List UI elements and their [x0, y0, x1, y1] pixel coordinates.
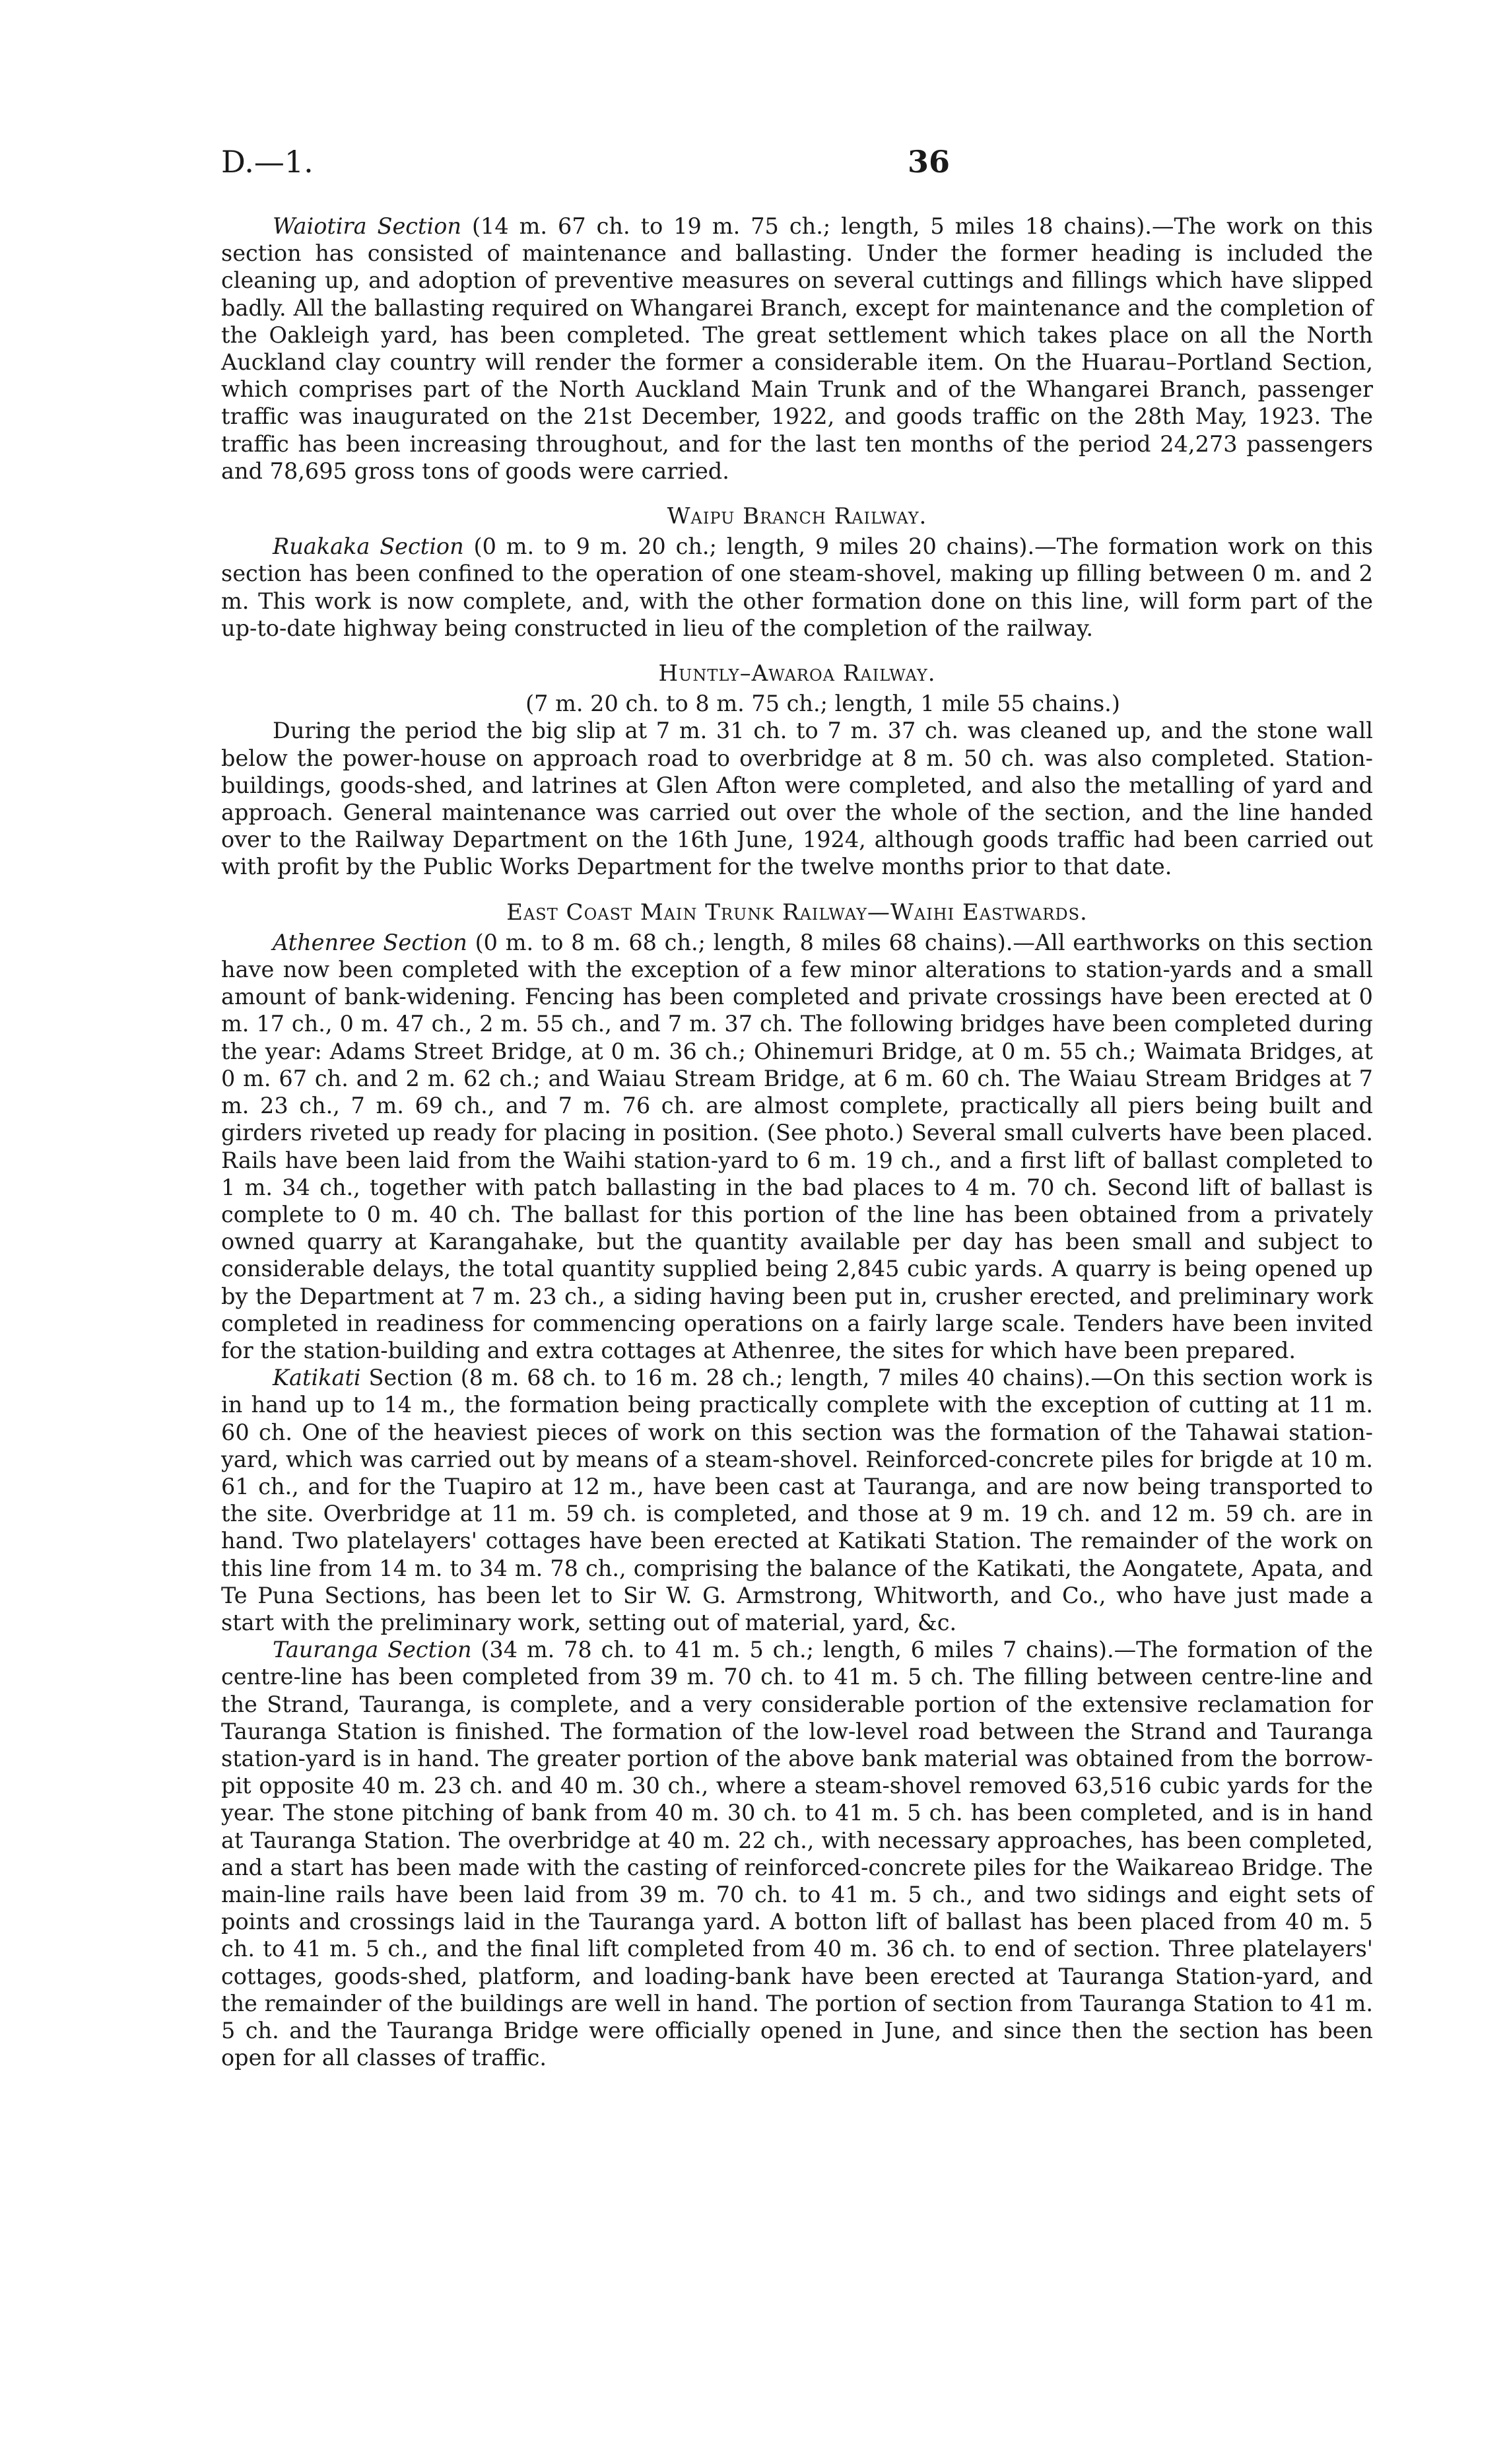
- paragraph-ruakaka-section: [221, 533, 1373, 642]
- paragraph-athenree-section: [221, 929, 1373, 1364]
- document-reference: D.—1.: [221, 144, 314, 180]
- heading-east-coast-main-trunk: East Coast Main Trunk Railway—Waihi Eastwards.: [506, 899, 1088, 926]
- section-title: Ruakaka Section: [273, 533, 464, 560]
- paragraph-text: Section (8 m. 68 ch. to 16 m. 28 ch.; length, 7 miles 40 chains).—On this section work is in hand up to 14 m., the formation being practically complete with the exception of cutting at 11 m. 60 ch. One of the heaviest pieces of work on this section was the formation of the Tahawai station-yard, which was carried out by means of a steam-shovel. Reinforced-concrete piles for brigde at 10 m. 61 ch., and for the Tuapiro at 12 m., have been cast at Tauranga, and are now being transported to the site. Overbridge at 11 m. 59 ch. is completed, and those at 9 m. 19 ch. and 12 m. 59 ch. are in hand. Two platelayers' cottages have been erected at Katikati Station. The remainder of the work on this line from 14 m. to 34 m. 78 ch., comprising the balance of the Katikati, the Aongatete, Apata, and Te Puna Sections, has been let to Sir W. G. Armstrong, Whitworth, and Co., who have just made a start with the preliminary work, setting out of material, yard, &c.: [221, 1365, 1373, 1635]
- paragraph-huntly-awaroa: During the period the big slip at 7 m. 31 ch. to 7 m. 37 ch. was cleaned up, and the stone wall below the power-house on approach road to overbridge at 8 m. 50 ch. was also completed. Station-buildings, goods-shed, and latrines at Glen Afton were completed, and also the metalling of yard and approach. General maintenance was carried out over the whole of the section, and the line handed over to the Railway Department on the 16th June, 1924, although goods traffic had been carried out with profit by the Public Works Department for the twelve months prior to that date.: [221, 718, 1373, 880]
- section-title: Waiotira Section: [273, 213, 461, 239]
- document-body: [221, 213, 1373, 2071]
- subheading-chainage: (7 m. 20 ch. to 8 m. 75 ch.; length, 1 mile 55 chains.): [525, 691, 1120, 717]
- section-title: Athenree Section: [273, 929, 467, 955]
- heading-huntly-awaroa-railway: Huntly–Awaroa Railway.: [658, 660, 936, 687]
- paragraph-waiotira-section: [221, 213, 1373, 485]
- heading-waipu-branch-railway: Waipu Branch Railway.: [667, 503, 927, 530]
- page-number: 36: [908, 144, 951, 180]
- section-title: Katikati: [273, 1365, 361, 1391]
- page-header: [221, 144, 1332, 190]
- paragraph-tauranga-section: [221, 1636, 1373, 2071]
- paragraph-text: (0 m. to 8 m. 68 ch.; length, 8 miles 68 chains).—All earthworks on this section have now been completed with the exception of a few minor alterations to station-yards and a small amount of bank-widening. Fencing has been completed and private crossings have been erected at 0 m. 17 ch., 0 m. 47 ch., 2 m. 55 ch., and 7 m. 37 ch. The following bridges have been completed during the year: Adams Street Bridge, at 0 m. 36 ch.; Ohinemuri Bridge, at 0 m. 55 ch.; Waimata Bridges, at 0 m. 67 ch. and 2 m. 62 ch.; and Waiau Stream Bridge, at 6 m. 60 ch. The Waiau Stream Bridges at 7 m. 23 ch., 7 m. 69 ch., and 7 m. 76 ch. are almost complete, practically all piers being built and girders riveted up ready for placing in position. (See photo.) Several small culverts have been placed. Rails have been laid from the Waihi station-yard to 6 m. 19 ch., and a first lift of ballast completed to 1 m. 34 ch., together with patch ballasting in the bad places to 4 m. 70 ch. Second lift of ballast is complete to 0 m. 40 ch. The ballast for this portion of the line has been obtained from a privately owned quarry at Karangahake, but the quantity available per day has been small and subject to considerable delays, the total quantity supplied being 2,845 cubic yards. A quarry is being opened up by the Department at 7 m. 23 ch., a siding having been put in, crusher erected, and preliminary work completed in readiness for commencing operations on a fairly large scale. Tenders have been invited for the station-building and extra cottages at Athenree, the sites for which have been prepared.: [221, 929, 1373, 1363]
- paragraph-text: (34 m. 78 ch. to 41 m. 5 ch.; length, 6 miles 7 chains).—The formation of the centre-line has been completed from 39 m. 70 ch. to 41 m. 5 ch. The filling between centre-line and the Strand, Tauranga, is complete, and a very considerable portion of the extensive reclamation for Tauranga Station is finished. The formation of the low-level road between the Strand and Tauranga station-yard is in hand. The greater portion of the above bank material was obtained from the borrow-pit opposite 40 m. 23 ch. and 40 m. 30 ch., where a steam-shovel removed 63,516 cubic yards for the year. The stone pitching of bank from 40 m. 30 ch. to 41 m. 5 ch. has been completed, and is in hand at Tauranga Station. The overbridge at 40 m. 22 ch., with necessary approaches, has been completed, and a start has been made with the casting of reinforced-concrete piles for the Waikareao Bridge. The main-line rails have been laid from 39 m. 70 ch. to 41 m. 5 ch., and two sidings and eight sets of points and crossings laid in the Tauranga yard. A botton lift of ballast has been placed from 40 m. 5 ch. to 41 m. 5 ch., and the final lift completed from 40 m. 36 ch. to end of section. Three platelayers' cottages, goods-shed, platform, and loading-bank have been erected at Tauranga Station-yard, and the remainder of the buildings are well in hand. The portion of section from Tauranga Station to 41 m. 5 ch. and the Tauranga Bridge were officially opened in June, and since then the section has been open for all classes of traffic.: [221, 1637, 1373, 2071]
- paragraph-katikati-section: [221, 1364, 1373, 1636]
- paragraph-text: (14 m. 67 ch. to 19 m. 75 ch.; length, 5 miles 18 chains).—The work on this section has consisted of maintenance and ballasting. Under the former heading is included the cleaning up, and adoption of preventive measures on several cuttings and fillings which have slipped badly. All the ballasting required on Whangarei Branch, except for maintenance and the completion of the Oakleigh yard, has been completed. The great settlement which takes place on all the North Auckland clay country will render the former a considerable item. On the Huarau–Portland Section, which comprises part of the North Auckland Main Trunk and of the Whangarei Branch, passenger traffic was inaugurated on the 21st December, 1922, and goods traffic on the 28th May, 1923. The traffic has been increasing throughout, and for the last ten months of the period 24,273 passengers and 78,695 gross tons of goods were carried.: [221, 213, 1373, 484]
- paragraph-text: (0 m. to 9 m. 20 ch.; length, 9 miles 20 chains).—The formation work on this section has been confined to the operation of one steam-shovel, making up filling between 0 m. and 2 m. This work is now complete, and, with the other formation done on this line, will form part of the up-to-date highway being constructed in lieu of the completion of the railway.: [221, 533, 1373, 641]
- section-title: Tauranga Section: [273, 1637, 472, 1663]
